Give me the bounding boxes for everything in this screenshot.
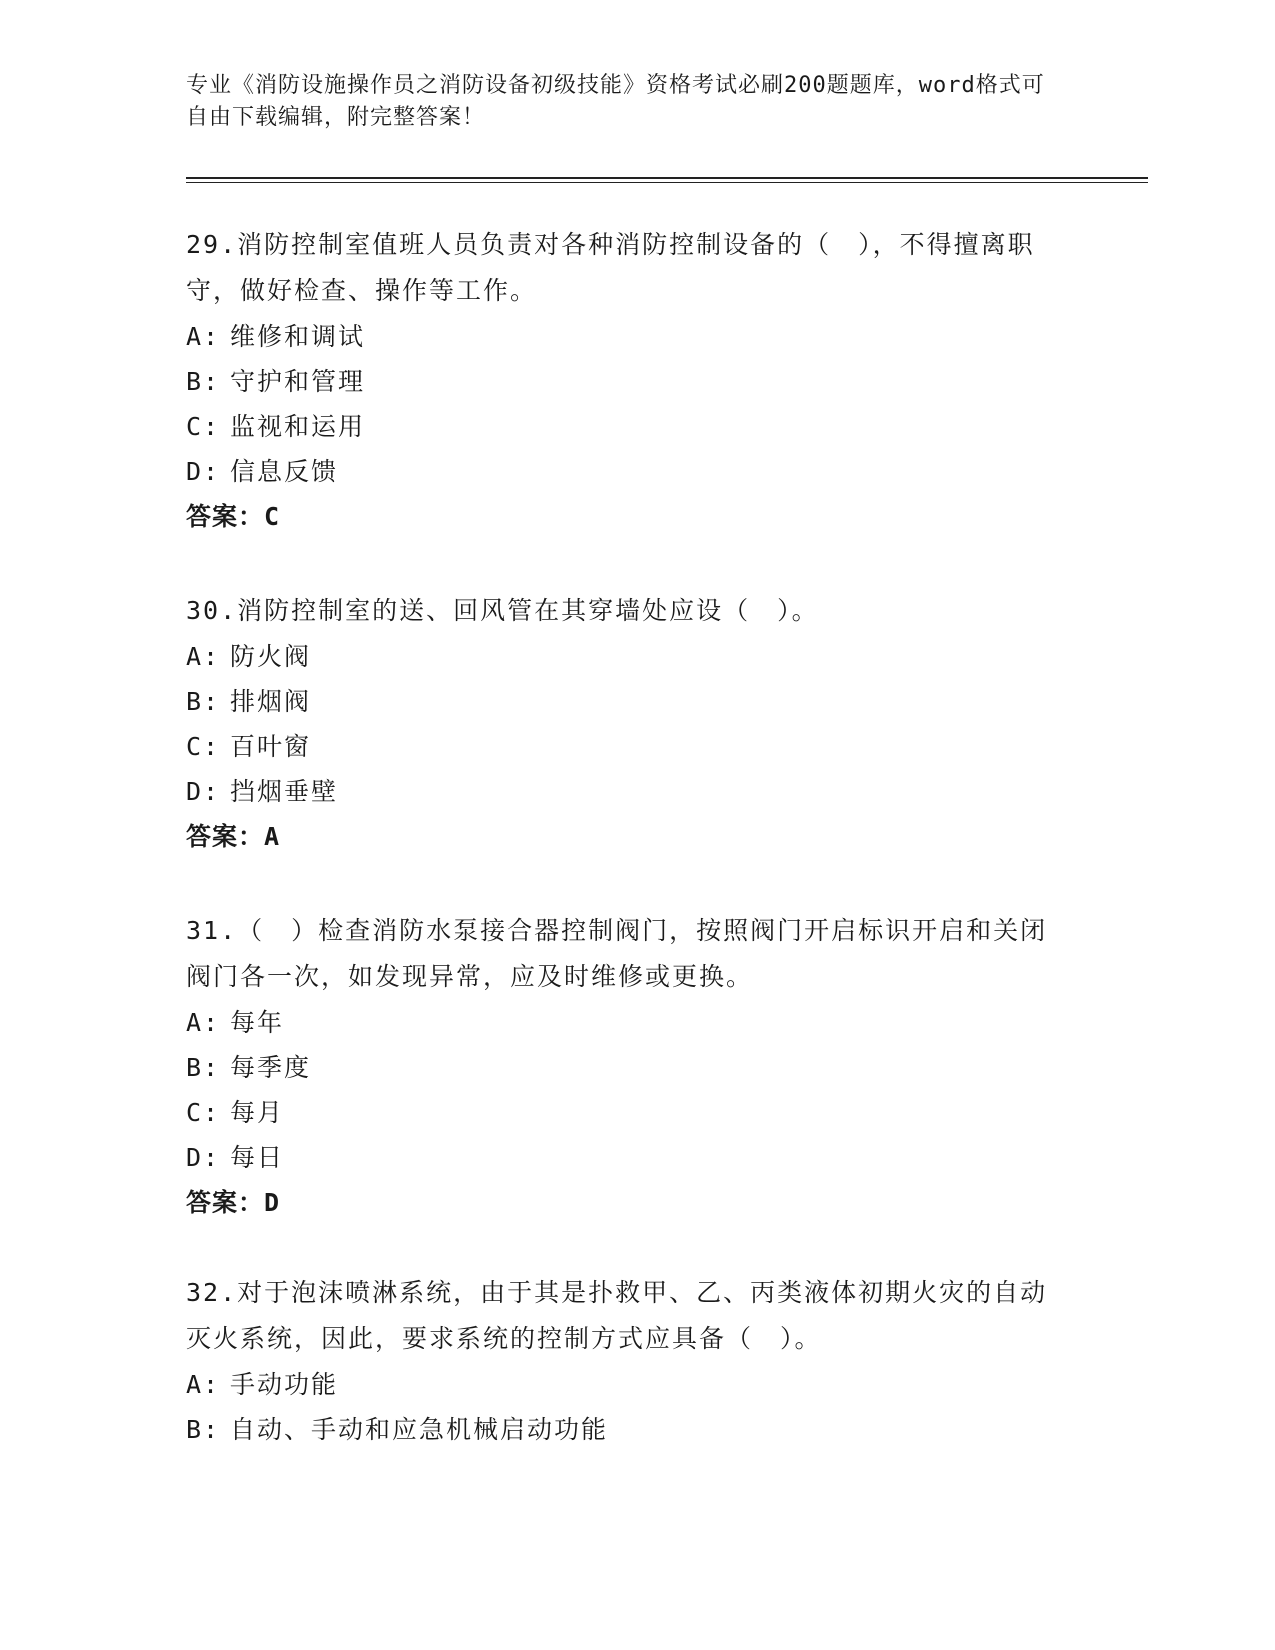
option-text: 每季度 <box>230 1053 312 1082</box>
option-text: 自动、手动和应急机械启动功能 <box>230 1415 609 1444</box>
question-stem: 32.对于泡沫喷淋系统，由于其是扑救甲、乙、丙类液体初期火灾的自动灭火系统，因此，要求系统的控制方式应具备（ ）。 <box>186 1278 1048 1353</box>
answer: 答案：D <box>186 1188 281 1217</box>
option-text: 防火阀 <box>230 642 312 671</box>
header-rule-thin <box>186 182 1148 183</box>
option-key: D: <box>186 1143 221 1172</box>
option-a <box>186 314 1066 359</box>
question-32 <box>186 1270 1066 1452</box>
header-rule <box>186 177 1148 179</box>
option-b <box>186 359 1066 404</box>
option-text: 维修和调试 <box>230 322 366 351</box>
option-a <box>186 1000 1066 1045</box>
option-text: 挡烟垂壁 <box>230 777 339 806</box>
option-text: 守护和管理 <box>230 367 366 396</box>
question-stem: 30.消防控制室的送、回风管在其穿墙处应设（ ）。 <box>186 596 819 625</box>
option-key: C: <box>186 1098 221 1127</box>
option-text: 每日 <box>230 1143 285 1172</box>
option-c <box>186 724 1066 769</box>
option-key: B: <box>186 687 221 716</box>
option-key: D: <box>186 777 221 806</box>
option-b <box>186 679 1066 724</box>
answer: 答案：C <box>186 502 281 531</box>
option-key: C: <box>186 412 221 441</box>
option-key: A: <box>186 1370 221 1399</box>
option-d <box>186 769 1066 814</box>
question-31 <box>186 908 1066 1225</box>
option-text: 每月 <box>230 1098 285 1127</box>
option-text: 信息反馈 <box>230 457 339 486</box>
option-key: A: <box>186 322 221 351</box>
question-stem: 31.（ ）检查消防水泵接合器控制阀门，按照阀门开启标识开启和关闭阀门各一次，如发现异常，应及时维修或更换。 <box>186 916 1048 991</box>
option-d <box>186 449 1066 494</box>
option-key: D: <box>186 457 221 486</box>
option-c <box>186 1090 1066 1135</box>
option-text: 排烟阀 <box>230 687 312 716</box>
option-key: B: <box>186 1053 221 1082</box>
option-c <box>186 404 1066 449</box>
question-30 <box>186 588 1066 859</box>
option-d <box>186 1135 1066 1180</box>
option-key: B: <box>186 1415 221 1444</box>
question-stem: 29.消防控制室值班人员负责对各种消防控制设备的（ ），不得擅离职守，做好检查、操作等工作。 <box>186 230 1035 305</box>
option-text: 手动功能 <box>230 1370 339 1399</box>
option-text: 监视和运用 <box>230 412 366 441</box>
option-key: A: <box>186 642 221 671</box>
document-header: 专业《消防设施操作员之消防设备初级技能》资格考试必刷200题题库，word格式可自由下载编辑，附完整答案！ <box>186 73 1045 130</box>
option-key: B: <box>186 367 221 396</box>
option-a <box>186 634 1066 679</box>
option-key: A: <box>186 1008 221 1037</box>
option-a <box>186 1362 1066 1407</box>
option-text: 百叶窗 <box>230 732 312 761</box>
option-b <box>186 1407 1066 1452</box>
question-29 <box>186 222 1066 539</box>
option-key: C: <box>186 732 221 761</box>
option-b <box>186 1045 1066 1090</box>
option-text: 每年 <box>230 1008 285 1037</box>
answer: 答案：A <box>186 822 281 851</box>
